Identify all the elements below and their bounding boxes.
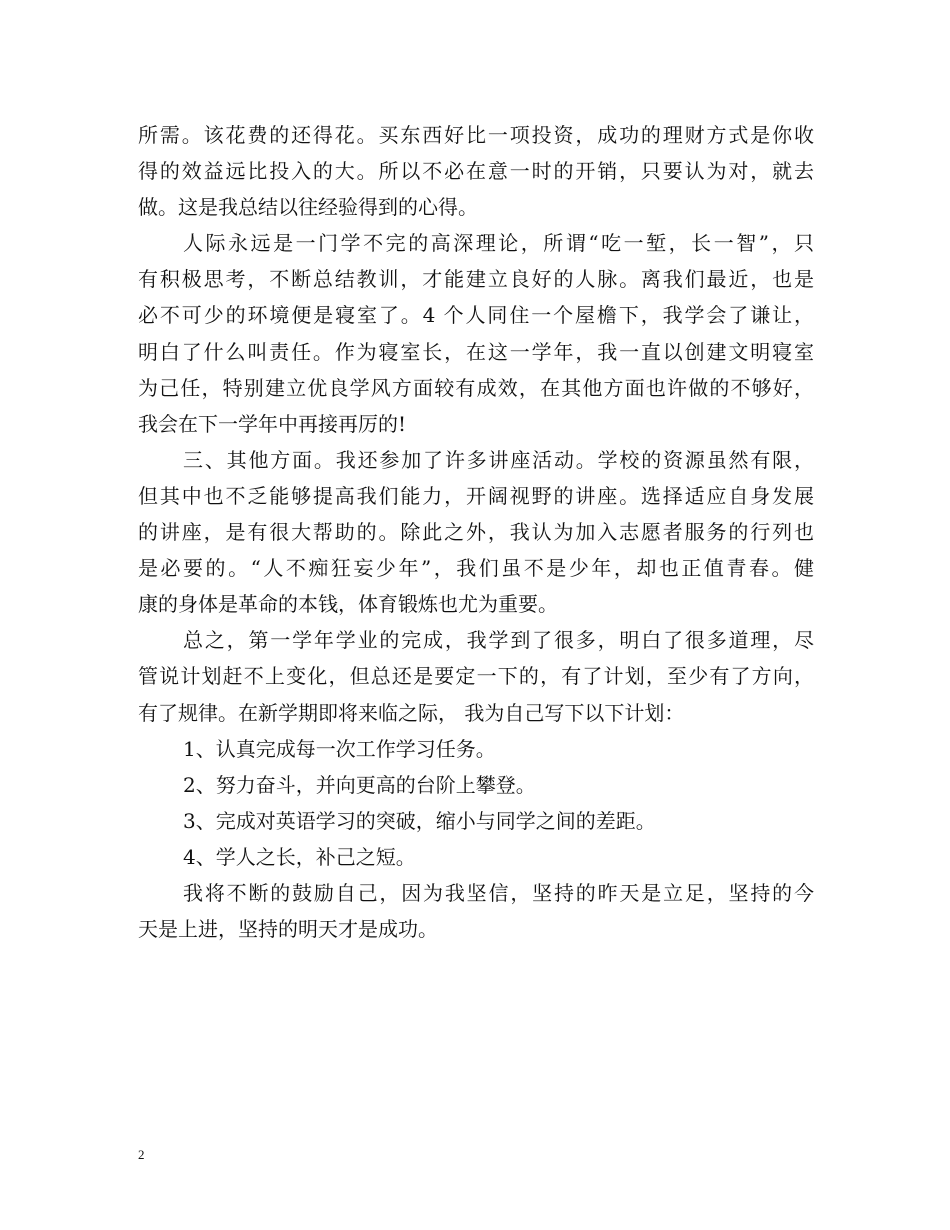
text-line: 三、其他方面。我还参加了许多讲座活动。学校的资源虽然有限， <box>183 447 814 472</box>
list-item: 1、认真完成每一次工作学习任务。 <box>183 736 496 761</box>
text-line: 做。这是我总结以往经验得到的心得。 <box>138 195 478 220</box>
document-body <box>138 117 814 947</box>
text-line: 有积极思考，不断总结教训，才能建立良好的人脉。离我们最近，也是 <box>138 267 814 292</box>
text-line: 有了规律。在新学期即将来临之际， 我为自己写下以下计划： <box>138 700 685 725</box>
text-line: 是必要的。“人不痴狂妄少年”，我们虽不是少年，却也正值青春。健 <box>138 556 814 581</box>
text-line: 管说计划赶不上变化，但总还是要定一下的，有了计划，至少有了方向， <box>138 664 814 689</box>
text-line: 明白了什么叫责任。作为寝室长，在这一学年，我一直以创建文明寝室 <box>138 339 814 364</box>
text-line: 人际永远是一门学不完的高深理论，所谓“吃一堑，长一智”，只 <box>183 231 814 256</box>
text-line: 我将不断的鼓励自己，因为我坚信，坚持的昨天是立足，坚持的今 <box>183 880 814 905</box>
list-item: 4、学人之长，补己之短。 <box>183 844 416 869</box>
list-item: 3、完成对英语学习的突破，缩小与同学之间的差距。 <box>183 808 656 833</box>
text-line: 但其中也不乏能够提高我们能力，开阔视野的讲座。选择适应自身发展 <box>138 483 814 508</box>
text-line: 总之，第一学年学业的完成，我学到了很多，明白了很多道理，尽 <box>183 628 814 653</box>
text-line: 为己任，特别建立优良学风方面较有成效，在其他方面也许做的不够好， <box>138 375 814 400</box>
text-line: 天是上进，坚持的明天才是成功。 <box>138 917 438 942</box>
list-item: 2、努力奋斗，并向更高的台阶上攀登。 <box>183 772 536 797</box>
text-line: 得的效益远比投入的大。所以不必在意一时的开销，只要认为对，就去 <box>138 159 814 184</box>
text-line: 的讲座，是有很大帮助的。除此之外，我认为加入志愿者服务的行列也 <box>138 520 814 545</box>
text-line: 康的身体是革命的本钱，体育锻炼也尤为重要。 <box>138 592 558 617</box>
text-line: 所需。该花费的还得花。买东西好比一项投资，成功的理财方式是你收 <box>138 123 814 147</box>
text-line: 必不可少的环境便是寝室了。4 个人同住一个屋檐下，我学会了谦让， <box>138 303 814 328</box>
page-number: 2 <box>138 1147 145 1162</box>
text-line: 我会在下一学年中再接再厉的! <box>138 411 407 436</box>
